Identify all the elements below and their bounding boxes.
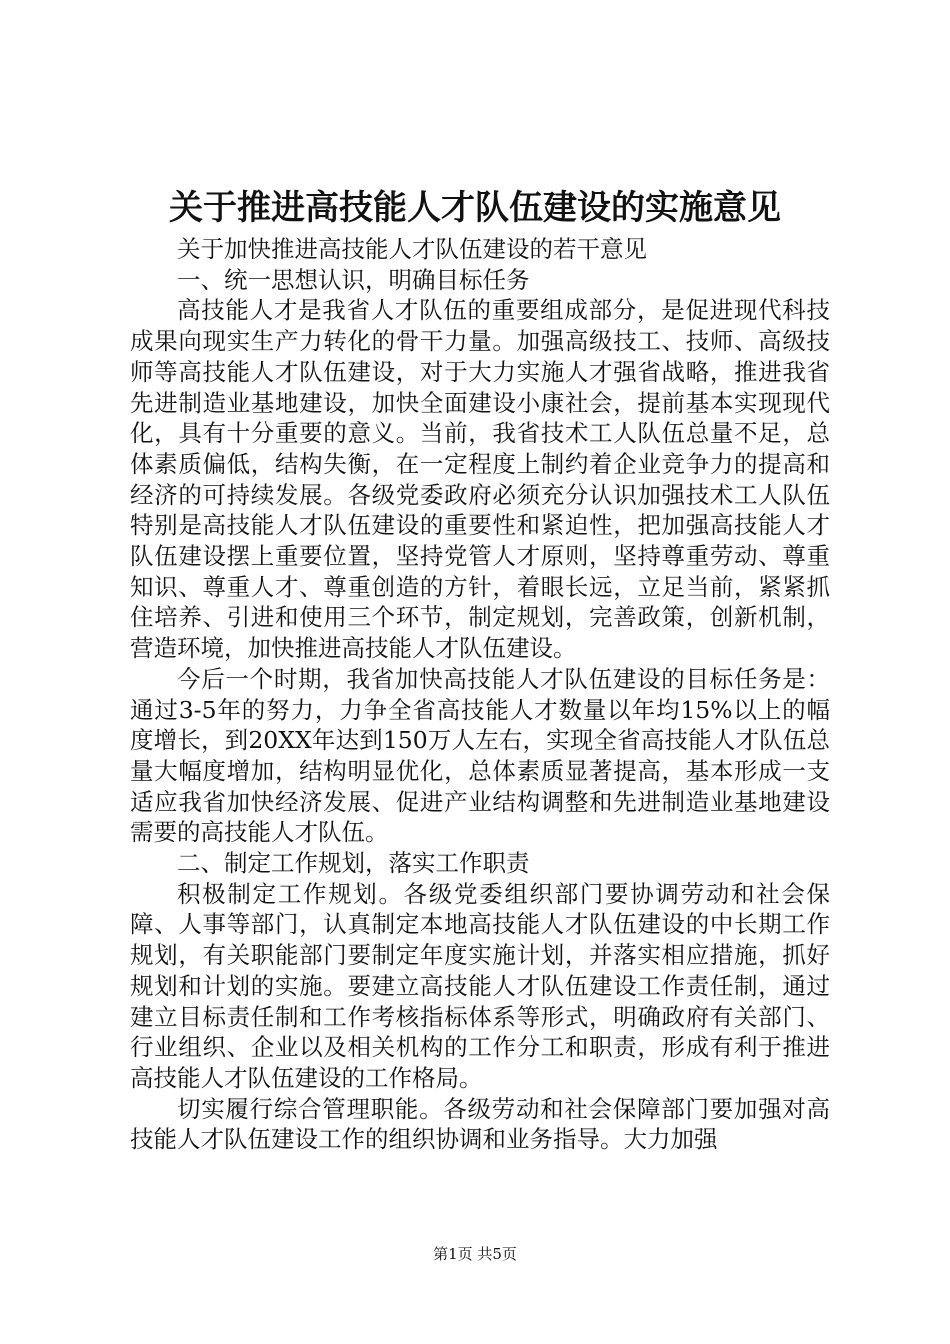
page-indicator: 第1页 共5页	[433, 1245, 517, 1263]
section-heading-1: 一、统一思想认识，明确目标任务	[177, 265, 530, 294]
body-paragraph: 积极制定工作规划。各级党委组织部门要协调劳动和社会保障、人事等部门，认真制定本地高技能人才队伍建设的中长期工作规划，有关职能部门要制定年度实施计划，并落实相应措施，抓好规划和计划的实施。要建立高技能人才队伍建设工作责任制，通过建立目标责任制和工作考核指标体系等形式，明确政府有关部门、行业组织、企业以及相关机构的工作分工和职责，形成有利于推进高技能人才队伍建设的工作格局。	[130, 879, 830, 1092]
body-paragraph: 今后一个时期，我省加快高技能人才队伍建设的目标任务是：通过3-5年的努力，力争全省高技能人才数量以年均15%以上的幅度增长，到20XX年达到150万人左右，实现全省高技能人才队伍总量大幅度增加，结构明显优化，总体素质显著提高，基本形成一支适应我省加快经济发展、促进产业结构调整和先进制造业基地建设需要的高技能人才队伍。	[130, 664, 830, 847]
document-title: 关于推进高技能人才队伍建设的实施意见	[169, 188, 781, 228]
body-paragraph: 高技能人才是我省人才队伍的重要组成部分，是促进现代科技成果向现实生产力转化的骨干力量。加强高级技工、技师、高级技师等高技能人才队伍建设，对于大力实施人才强省战略，推进我省先进制造业基地建设，加快全面建设小康社会，提前基本实现现代化，具有十分重要的意义。当前，我省技术工人队伍总量不足，总体素质偏低，结构失衡，在一定程度上制约着企业竞争力的提高和经济的可持续发展。各级党委政府必须充分认识加强技术工人队伍特别是高技能人才队伍建设的重要性和紧迫性，把加强高技能人才队伍建设摆上重要位置，坚持党管人才原则，坚持尊重劳动、尊重知识、尊重人才、尊重创造的方针，着眼长远，立足当前，紧紧抓住培养、引进和使用三个环节，制定规划，完善政策，创新机制，营造环境，加快推进高技能人才队伍建设。	[130, 296, 830, 663]
section-heading-2: 二、制定工作规划，落实工作职责	[177, 849, 530, 878]
page-footer	[0, 1244, 950, 1264]
document-body	[130, 234, 830, 1155]
body-paragraph: 切实履行综合管理职能。各级劳动和社会保障部门要加强对高技能人才队伍建设工作的组织协调和业务指导。大力加强	[130, 1094, 830, 1154]
subtitle-paragraph: 关于加快推进高技能人才队伍建设的若干意见	[177, 235, 647, 263]
